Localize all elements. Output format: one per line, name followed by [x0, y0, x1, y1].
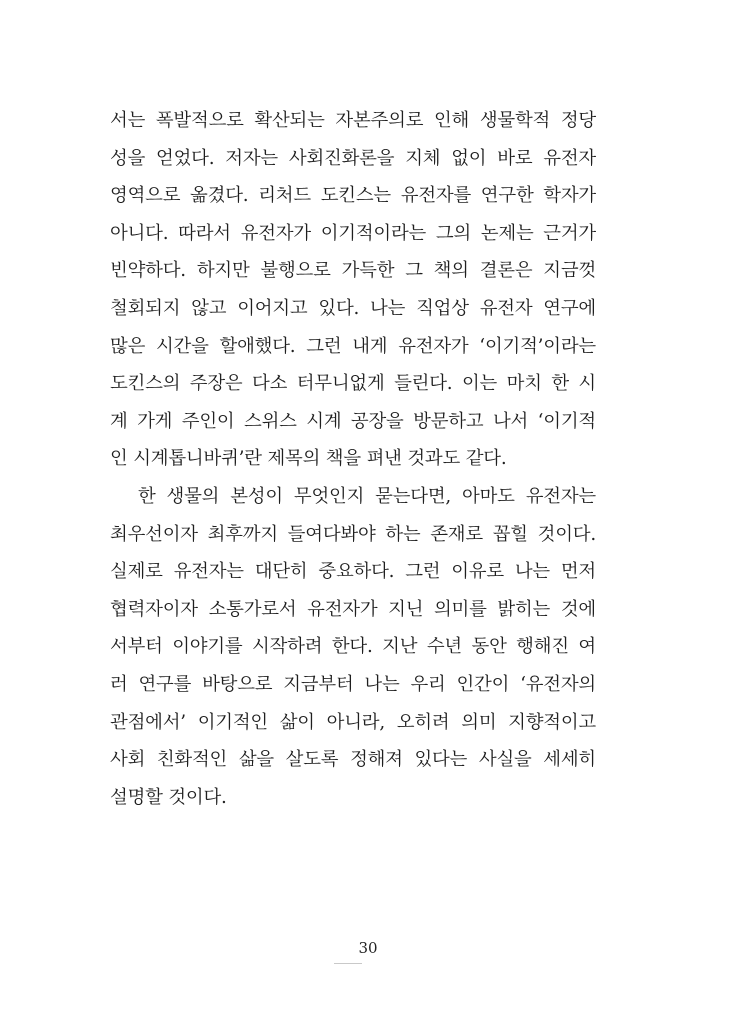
text-line: 최우선이자 최후까지 들여다봐야 하는 존재로 꼽힐 것이다.: [110, 523, 596, 545]
text-line: 서는 폭발적으로 확산되는 자본주의로 인해 생물학적 정당: [110, 110, 596, 131]
text-line: 계 가게 주인이 스위스 시계 공장을 방문하고 나서 ‘이기적: [110, 410, 596, 432]
body-text: [110, 102, 596, 816]
page-number: 30: [358, 939, 378, 957]
page-number-rule: [334, 963, 362, 964]
text-line: 서부터 이야기를 시작하려 한다. 지난 수년 동안 행해진 여: [110, 636, 596, 658]
text-line: 영역으로 옮겼다. 리처드 도킨스는 유전자를 연구한 학자가: [110, 185, 596, 207]
text-line: 러 연구를 바탕으로 지금부터 나는 우리 인간이 ‘유전자의: [110, 673, 596, 695]
text-line: 관점에서’ 이기적인 삶이 아니라, 오히려 의미 지향적이고: [110, 711, 596, 733]
paragraph-end-line: 인 시계톱니바퀴’란 제목의 책을 펴낸 것과도 같다.: [110, 448, 507, 470]
text-line: 협력자이자 소통가로서 유전자가 지닌 의미를 밝히는 것에: [110, 598, 596, 620]
text-line: 성을 얻었다. 저자는 사회진화론을 지체 없이 바로 유전자: [110, 147, 596, 169]
text-line: 도킨스의 주장은 다소 터무니없게 들린다. 이는 마치 한 시: [110, 373, 596, 395]
text-line: 빈약하다. 하지만 불행으로 가득한 그 책의 결론은 지금껏: [110, 260, 596, 282]
paragraph-end-line: 설명할 것이다.: [110, 786, 227, 808]
paragraph-start-line: 한 생물의 본성이 무엇인지 묻는다면, 아마도 유전자는: [138, 485, 596, 507]
text-line: 실제로 유전자는 대단히 중요하다. 그런 이유로 나는 먼저: [110, 561, 596, 583]
text-line: 아니다. 따라서 유전자가 이기적이라는 그의 논제는 근거가: [110, 222, 596, 244]
text-line: 많은 시간을 할애했다. 그런 내게 유전자가 ‘이기적’이라는: [110, 335, 596, 357]
text-line: 사회 친화적인 삶을 살도록 정해져 있다는 사실을 세세히: [110, 749, 596, 771]
text-line: 철회되지 않고 이어지고 있다. 나는 직업상 유전자 연구에: [110, 297, 596, 319]
